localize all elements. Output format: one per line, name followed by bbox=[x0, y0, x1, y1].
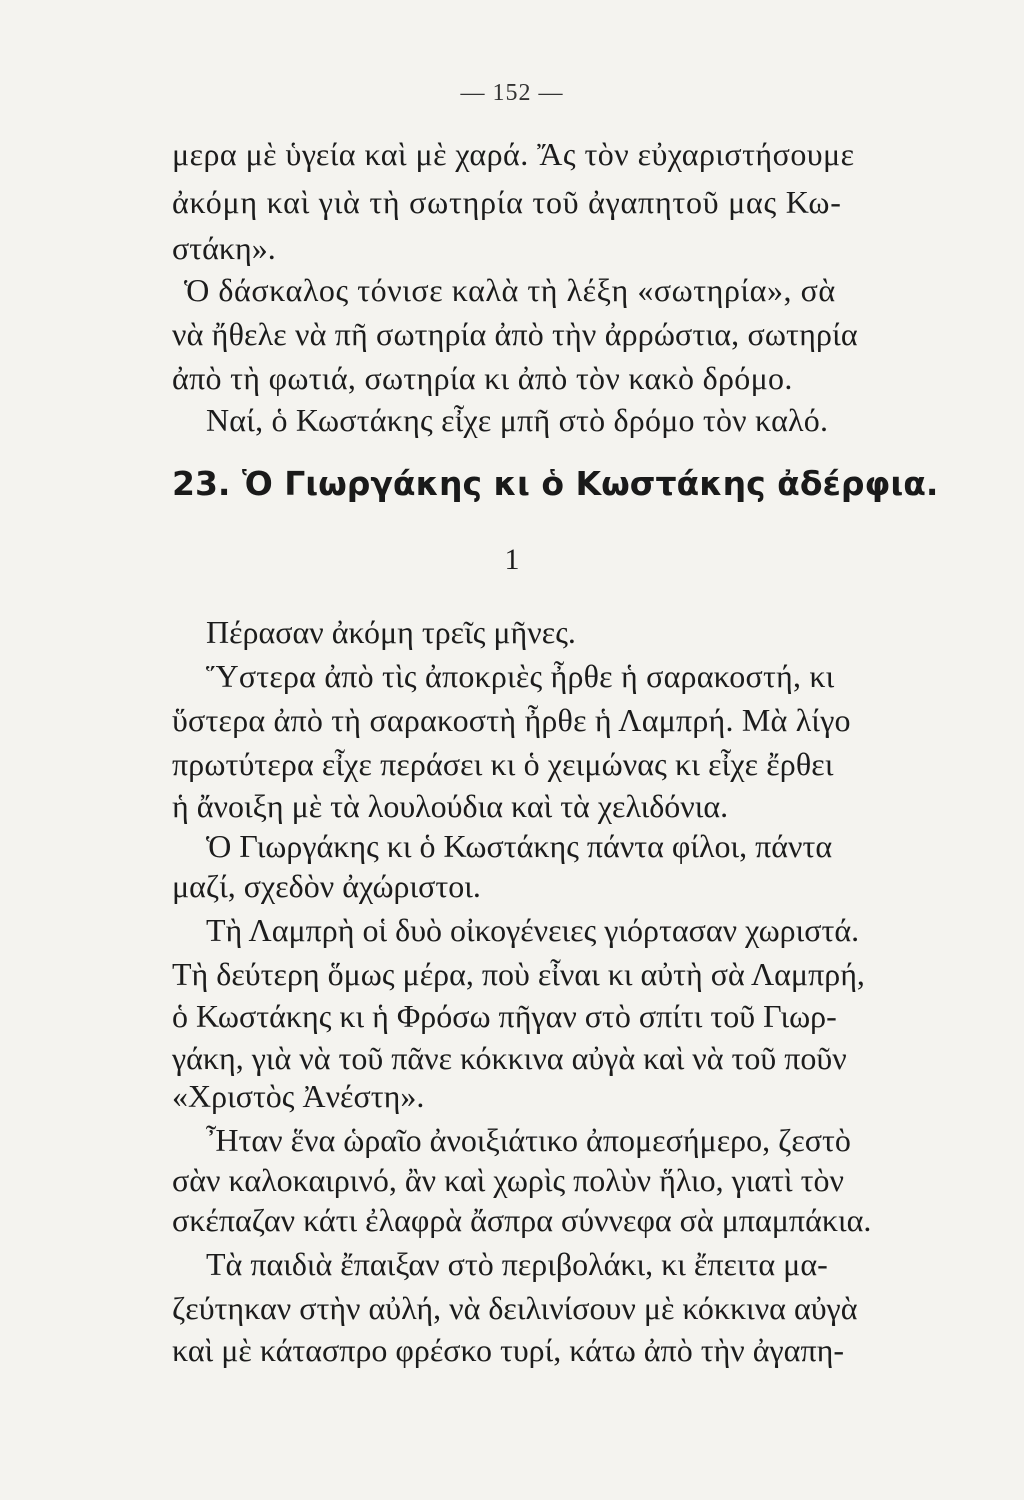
page-number: — 152 — bbox=[460, 80, 564, 106]
text-line: ζεύτηκαν στὴν αὐλή, νὰ δειλινίσουν μὲ κόκκινα αὐγὰ bbox=[172, 1290, 858, 1326]
text-line: ὕστερα ἀπὸ τὴ σαρακοστὴ ἦρθε ἡ Λαμπρή. Μὰ λίγο bbox=[172, 702, 851, 738]
text-line: Τὴ Λαμπρὴ οἱ δυὸ οἰκογένειες γιόρτασαν χωριστά. bbox=[206, 912, 860, 948]
text-line: Τὰ παιδιὰ ἔπαιξαν στὸ περιβολάκι, κι ἔπειτα μα- bbox=[206, 1246, 828, 1282]
text-line: σκέπαζαν κάτι ἐλαφρὰ ἄσπρα σύννεφα σὰ μπαμπάκια. bbox=[172, 1202, 872, 1238]
text-line: στάκη». bbox=[172, 230, 276, 266]
text-line: «Χριστὸς Ἀνέστη». bbox=[172, 1078, 425, 1114]
text-line: πρωτύτερα εἶχε περάσει κι ὁ χειμώνας κι εἶχε ἔρθει bbox=[172, 746, 834, 782]
text-line: μαζί, σχεδὸν ἀχώριστοι. bbox=[172, 868, 481, 904]
text-line: νὰ ἤθελε νὰ πῆ σωτηρία ἀπὸ τὴν ἀρρώστια, σωτηρία bbox=[172, 316, 858, 352]
text-line: σὰν καλοκαιρινό, ἂν καὶ χωρὶς πολὺν ἥλιο, γιατὶ τὸν bbox=[172, 1162, 844, 1198]
text-line: ὁ Κωστάκης κι ἡ Φρόσω πῆγαν στὸ σπίτι τοῦ Γιωρ- bbox=[172, 998, 837, 1034]
text-line: Ναί, ὁ Κωστάκης εἶχε μπῆ στὸ δρόμο τὸν καλό. bbox=[206, 402, 829, 438]
text-line: ἀκόμη καὶ γιὰ τὴ σωτηρία τοῦ ἀγαπητοῦ μας Κω- bbox=[172, 184, 842, 220]
section-number: 1 bbox=[504, 543, 520, 576]
text-line: Πέρασαν ἀκόμη τρεῖς μῆνες. bbox=[206, 614, 576, 650]
text-line: ἡ ἄνοιξη μὲ τὰ λουλούδια καὶ τὰ χελιδόνια. bbox=[172, 788, 729, 824]
chapter-heading: 23. Ὁ Γιωργάκης κι ὁ Κωστάκης ἀδέρφια. bbox=[172, 464, 939, 503]
text-line: Ὁ δάσκαλος τόνισε καλὰ τὴ λέξη «σωτηρία», σὰ bbox=[184, 272, 836, 308]
text-line: Ὁ Γιωργάκης κι ὁ Κωστάκης πάντα φίλοι, πάντα bbox=[206, 828, 833, 864]
text-line: Ὕστερα ἀπὸ τὶς ἀποκριὲς ἦρθε ἡ σαρακοστή, κι bbox=[206, 658, 835, 694]
text-line: μερα μὲ ὑγεία καὶ μὲ χαρά. Ἄς τὸν εὐχαριστήσουμε bbox=[172, 136, 855, 172]
text-line: Ἦταν ἕνα ὡραῖο ἀνοιξιάτικο ἀπομεσήμερο, ζεστὸ bbox=[206, 1122, 851, 1158]
text-line: γάκη, γιὰ νὰ τοῦ πᾶνε κόκκινα αὐγὰ καὶ νὰ τοῦ ποῦν bbox=[172, 1040, 847, 1076]
text-line: καὶ μὲ κάτασπρο φρέσκο τυρί, κάτω ἀπὸ τὴν ἀγαπη- bbox=[172, 1332, 844, 1368]
text-line: ἀπὸ τὴ φωτιά, σωτηρία κι ἀπὸ τὸν κακὸ δρόμο. bbox=[172, 360, 793, 396]
text-line: Τὴ δεύτερη ὅμως μέρα, ποὺ εἶναι κι αὐτὴ σὰ Λαμπρή, bbox=[172, 956, 865, 992]
